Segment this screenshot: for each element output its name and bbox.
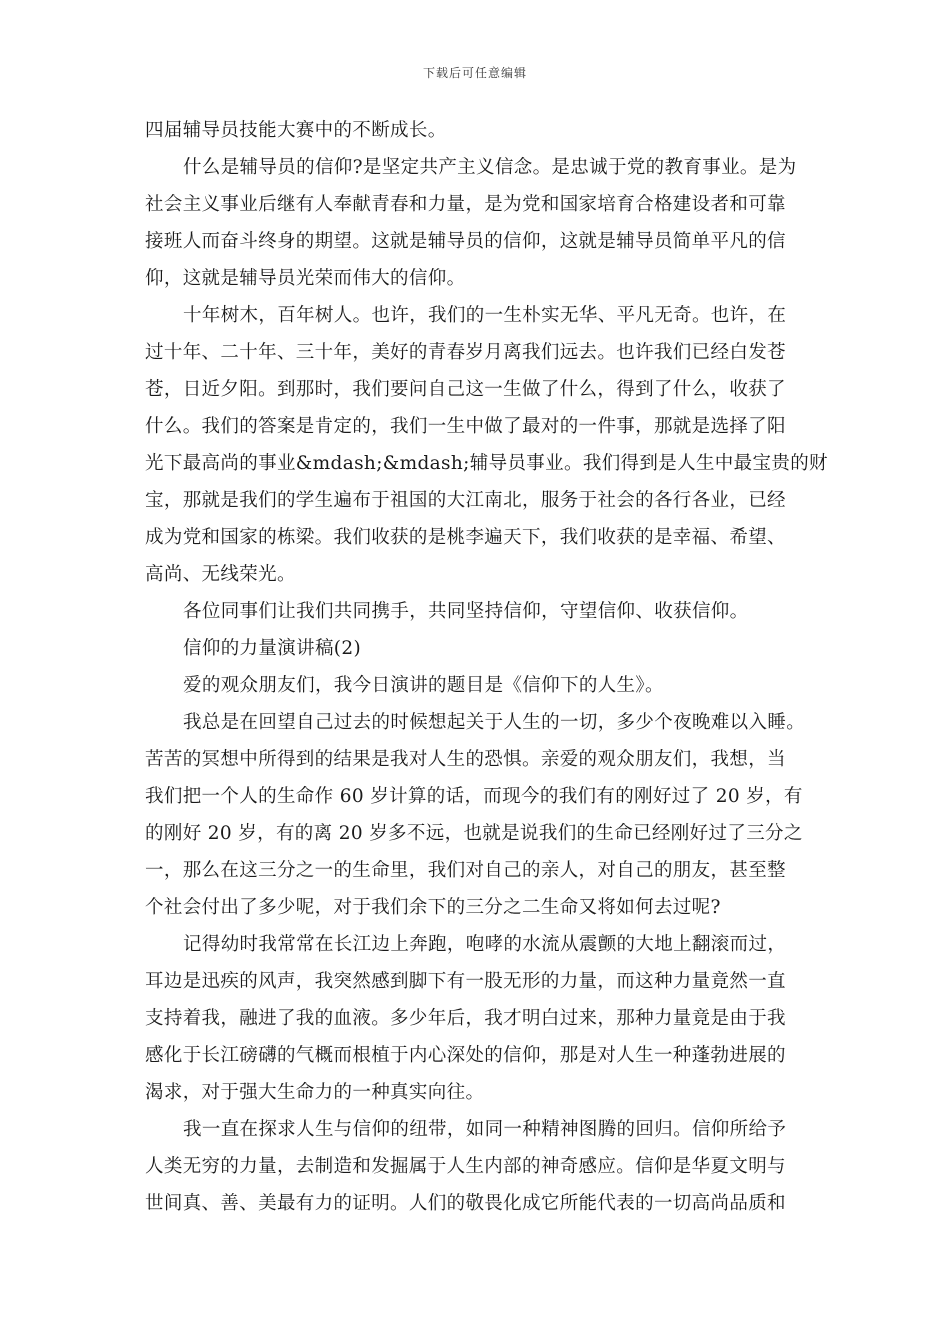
text-line: 感化于长江磅礴的气概而根植于内心深处的信仰，那是对人生一种蓬勃进展的 [145, 1045, 786, 1066]
text-line: 仰，这就是辅导员光荣而伟大的信仰。 [145, 268, 466, 289]
text-line: 我一直在探求人生与信仰的纽带，如同一种精神图腾的回归。信仰所给予 [183, 1119, 787, 1140]
text-line: 社会主义事业后继有人奉献青春和力量，是为党和国家培育合格建设者和可靠 [145, 194, 786, 215]
text-line: 苦苦的冥想中所得到的结果是我对人生的恐惧。亲爱的观众朋友们，我想，当 [145, 749, 786, 770]
page-header: 下载后可任意编辑 [422, 66, 527, 80]
text-line: 一，那么在这三分之一的生命里，我们对自己的亲人，对自己的朋友，甚至整 [145, 860, 786, 881]
text-line: 爱的观众朋友们，我今日演讲的题目是《信仰下的人生》。 [183, 675, 664, 696]
text-line: 什么。我们的答案是肯定的，我们一生中做了最对的一件事，那就是选择了阳 [145, 416, 786, 437]
text-line: 各位同事们让我们共同携手，共同坚持信仰，守望信仰、收获信仰。 [183, 601, 749, 622]
text-line: 过十年、二十年、三十年，美好的青春岁月离我们远去。也许我们已经白发苍 [145, 342, 786, 363]
document-body [145, 112, 828, 1222]
text-line: 苍，日近夕阳。到那时，我们要问自己这一生做了什么，得到了什么，收获了 [145, 379, 786, 400]
text-line: 接班人而奋斗终身的期望。这就是辅导员的信仰，这就是辅导员简单平凡的信 [145, 231, 786, 252]
text-line: 什么是辅导员的信仰?是坚定共产主义信念。是忠诚于党的教育事业。是为 [183, 157, 797, 178]
text-line: 的刚好 20 岁，有的离 20 岁多不远，也就是说我们的生命已经刚好过了三分之 [145, 823, 803, 844]
text-line: 四届辅导员技能大赛中的不断成长。 [145, 120, 447, 141]
text-line: 支持着我，融进了我的血液。多少年后，我才明白过来，那种力量竟是由于我 [145, 1008, 786, 1029]
text-line: 高尚、无线荣光。 [145, 564, 296, 585]
text-line: 记得幼时我常常在长江边上奔跑，咆哮的水流从震颤的大地上翻滚而过， [183, 934, 787, 955]
text-line: 渴求，对于强大生命力的一种真实向往。 [145, 1082, 485, 1103]
text-line: 宝，那就是我们的学生遍布于祖国的大江南北，服务于社会的各行各业，已经 [145, 490, 786, 511]
text-line: 成为党和国家的栋梁。我们收获的是桃李遍天下，我们收获的是幸福、希望、 [145, 527, 786, 548]
text-line: 光下最高尚的事业&mdash;&mdash;辅导员事业。我们得到是人生中最宝贵的财 [145, 453, 828, 474]
text-line: 个社会付出了多少呢，对于我们余下的三分之二生命又将如何去过呢? [145, 897, 721, 918]
text-line: 我们把一个人的生命作 60 岁计算的话，而现今的我们有的刚好过了 20 岁，有 [145, 786, 803, 807]
section-heading: 信仰的力量演讲稿(2) [183, 638, 362, 659]
text-line: 世间真、善、美最有力的证明。人们的敬畏化成它所能代表的一切高尚品质和 [145, 1193, 786, 1214]
text-line: 十年树木，百年树人。也许，我们的一生朴实无华、平凡无奇。也许，在 [183, 305, 787, 326]
text-line: 人类无穷的力量，去制造和发掘属于人生内部的神奇感应。信仰是华夏文明与 [145, 1156, 786, 1177]
text-line: 我总是在回望自己过去的时候想起关于人生的一切，多少个夜晚难以入睡。 [183, 712, 806, 733]
text-line: 耳边是迅疾的风声，我突然感到脚下有一股无形的力量，而这种力量竟然一直 [145, 971, 786, 992]
